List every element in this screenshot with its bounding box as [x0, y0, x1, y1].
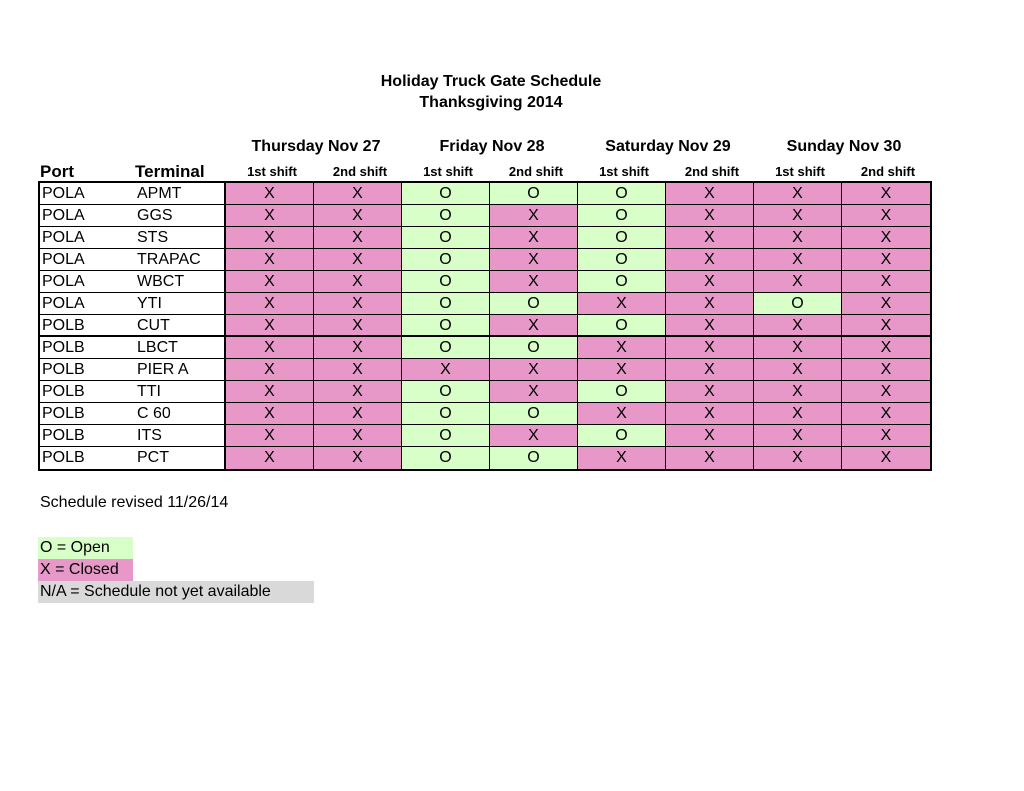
status-cell-closed: X [402, 359, 490, 380]
day-header-thursday: Thursday Nov 27 [251, 138, 381, 155]
status-cell-closed: X [754, 271, 842, 292]
status-cell-open: O [402, 249, 490, 270]
port-cell: POLB [42, 427, 85, 444]
status-cell-closed: X [754, 425, 842, 446]
status-cell-closed: X [226, 205, 314, 226]
table-row [40, 271, 930, 293]
status-cell-closed: X [490, 271, 578, 292]
status-cell-closed: X [754, 359, 842, 380]
legend-na: N/A = Schedule not yet available [38, 581, 314, 603]
status-cell-closed: X [666, 293, 754, 314]
status-cell-closed: X [842, 315, 930, 335]
status-cell-closed: X [314, 271, 402, 292]
status-cell-closed: X [226, 425, 314, 446]
status-cell-closed: X [754, 227, 842, 248]
terminal-column-header: Terminal [135, 162, 205, 181]
status-cell-closed: X [842, 359, 930, 380]
status-cell-open: O [490, 293, 578, 314]
status-cell-closed: X [754, 447, 842, 469]
status-cell-closed: X [314, 205, 402, 226]
port-column-header: Port [40, 162, 74, 181]
page-subtitle: Thanksgiving 2014 [419, 94, 563, 111]
status-cell-open: O [490, 183, 578, 204]
table-row [40, 227, 930, 249]
shift-header: 2nd shift [860, 164, 916, 179]
terminal-cell: CUT [135, 315, 226, 335]
status-cell-closed: X [314, 183, 402, 204]
legend-closed: X = Closed [38, 559, 133, 581]
terminal-cell: APMT [135, 183, 226, 204]
status-cell-open: O [490, 337, 578, 358]
status-cell-open: O [578, 315, 666, 335]
status-cell-closed: X [226, 381, 314, 402]
status-cell-closed: X [754, 381, 842, 402]
status-cell-closed: X [754, 403, 842, 424]
shift-header: 2nd shift [684, 164, 740, 179]
status-cell-closed: X [490, 425, 578, 446]
terminal-cell: GGS [135, 205, 226, 226]
shift-header: 1st shift [599, 164, 649, 179]
status-cell-closed: X [314, 447, 402, 469]
status-cell-closed: X [666, 337, 754, 358]
status-cell-closed: X [314, 359, 402, 380]
port-cell: POLA [42, 207, 85, 224]
status-cell-open: O [402, 425, 490, 446]
status-cell-closed: X [666, 315, 754, 335]
status-cell-closed: X [490, 315, 578, 335]
status-cell-closed: X [754, 205, 842, 226]
port-cell: POLB [42, 361, 85, 378]
terminal-cell: TRAPAC [135, 249, 226, 270]
status-cell-closed: X [314, 227, 402, 248]
status-cell-closed: X [754, 337, 842, 358]
table-row [40, 381, 930, 403]
port-cell: POLB [42, 449, 85, 466]
status-cell-closed: X [314, 403, 402, 424]
status-cell-closed: X [490, 359, 578, 380]
port-cell: POLB [42, 383, 85, 400]
status-cell-closed: X [842, 183, 930, 204]
status-cell-open: O [578, 249, 666, 270]
day-header-saturday: Saturday Nov 29 [605, 138, 731, 155]
port-cell: POLB [42, 339, 85, 356]
status-cell-open: O [490, 447, 578, 469]
port-cell: POLA [42, 295, 85, 312]
status-cell-open: O [578, 183, 666, 204]
status-cell-closed: X [842, 227, 930, 248]
status-cell-open: O [578, 205, 666, 226]
status-cell-closed: X [754, 249, 842, 270]
status-cell-closed: X [226, 293, 314, 314]
status-cell-closed: X [754, 315, 842, 335]
status-cell-closed: X [490, 249, 578, 270]
status-cell-open: O [578, 271, 666, 292]
status-cell-open: O [402, 447, 490, 469]
status-cell-closed: X [226, 359, 314, 380]
status-cell-closed: X [314, 315, 402, 335]
schedule-table [38, 181, 932, 471]
status-cell-closed: X [226, 337, 314, 358]
terminal-cell: YTI [135, 293, 226, 314]
status-cell-closed: X [666, 403, 754, 424]
status-cell-open: O [402, 271, 490, 292]
status-cell-closed: X [226, 403, 314, 424]
table-row [40, 249, 930, 271]
page-title: Holiday Truck Gate Schedule [380, 73, 602, 90]
status-cell-closed: X [314, 337, 402, 358]
status-cell-closed: X [842, 381, 930, 402]
table-row [40, 205, 930, 227]
table-row [40, 359, 930, 381]
terminal-cell: C 60 [135, 403, 226, 424]
status-cell-closed: X [578, 403, 666, 424]
status-cell-closed: X [842, 425, 930, 446]
status-cell-closed: X [226, 315, 314, 335]
table-row [40, 403, 930, 425]
status-cell-closed: X [314, 425, 402, 446]
status-cell-open: O [754, 293, 842, 314]
status-cell-closed: X [226, 249, 314, 270]
status-cell-open: O [402, 293, 490, 314]
terminal-cell: WBCT [135, 271, 226, 292]
status-cell-closed: X [314, 381, 402, 402]
status-cell-open: O [402, 205, 490, 226]
status-cell-open: O [402, 227, 490, 248]
status-cell-closed: X [842, 337, 930, 358]
status-cell-closed: X [666, 249, 754, 270]
terminal-cell: PCT [135, 447, 226, 469]
status-cell-closed: X [842, 249, 930, 270]
port-cell: POLA [42, 273, 85, 290]
shift-header: 1st shift [247, 164, 297, 179]
shift-header: 1st shift [423, 164, 473, 179]
status-cell-closed: X [578, 293, 666, 314]
status-cell-closed: X [314, 249, 402, 270]
port-cell: POLA [42, 185, 85, 202]
status-cell-closed: X [490, 227, 578, 248]
table-row [40, 447, 930, 469]
status-cell-closed: X [666, 359, 754, 380]
status-cell-closed: X [666, 271, 754, 292]
table-row [40, 183, 930, 205]
table-row [40, 425, 930, 447]
terminal-cell: TTI [135, 381, 226, 402]
status-cell-open: O [578, 227, 666, 248]
status-cell-closed: X [578, 359, 666, 380]
status-cell-closed: X [490, 205, 578, 226]
status-cell-closed: X [666, 183, 754, 204]
status-cell-closed: X [226, 183, 314, 204]
revised-note: Schedule revised 11/26/14 [40, 494, 229, 511]
terminal-cell: PIER A [135, 359, 226, 380]
terminal-cell: LBCT [135, 337, 226, 358]
shift-header: 2nd shift [508, 164, 564, 179]
status-cell-closed: X [666, 447, 754, 469]
status-cell-open: O [402, 337, 490, 358]
status-cell-closed: X [314, 293, 402, 314]
table-row [40, 315, 930, 337]
status-cell-open: O [402, 403, 490, 424]
status-cell-open: O [578, 381, 666, 402]
terminal-cell: STS [135, 227, 226, 248]
port-cell: POLB [42, 405, 85, 422]
status-cell-open: O [402, 183, 490, 204]
status-cell-closed: X [666, 205, 754, 226]
shift-header: 2nd shift [332, 164, 388, 179]
status-cell-closed: X [578, 447, 666, 469]
port-cell: POLB [42, 317, 85, 334]
status-cell-closed: X [666, 425, 754, 446]
status-cell-closed: X [842, 403, 930, 424]
terminal-cell: ITS [135, 425, 226, 446]
shift-header: 1st shift [775, 164, 825, 179]
status-cell-open: O [402, 381, 490, 402]
day-header-friday: Friday Nov 28 [439, 138, 545, 155]
status-cell-closed: X [226, 271, 314, 292]
status-cell-open: O [490, 403, 578, 424]
port-cell: POLA [42, 229, 85, 246]
status-cell-closed: X [842, 293, 930, 314]
status-cell-closed: X [842, 205, 930, 226]
status-cell-closed: X [666, 227, 754, 248]
status-cell-closed: X [754, 183, 842, 204]
status-cell-closed: X [578, 337, 666, 358]
status-cell-open: O [578, 425, 666, 446]
day-header-sunday: Sunday Nov 30 [786, 138, 902, 155]
status-cell-closed: X [226, 227, 314, 248]
legend-open: O = Open [38, 537, 133, 559]
port-cell: POLA [42, 251, 85, 268]
status-cell-closed: X [490, 381, 578, 402]
table-row [40, 293, 930, 315]
status-cell-closed: X [842, 447, 930, 469]
status-cell-closed: X [666, 381, 754, 402]
table-row [40, 337, 930, 359]
status-cell-closed: X [842, 271, 930, 292]
status-cell-open: O [402, 315, 490, 335]
status-cell-closed: X [226, 447, 314, 469]
